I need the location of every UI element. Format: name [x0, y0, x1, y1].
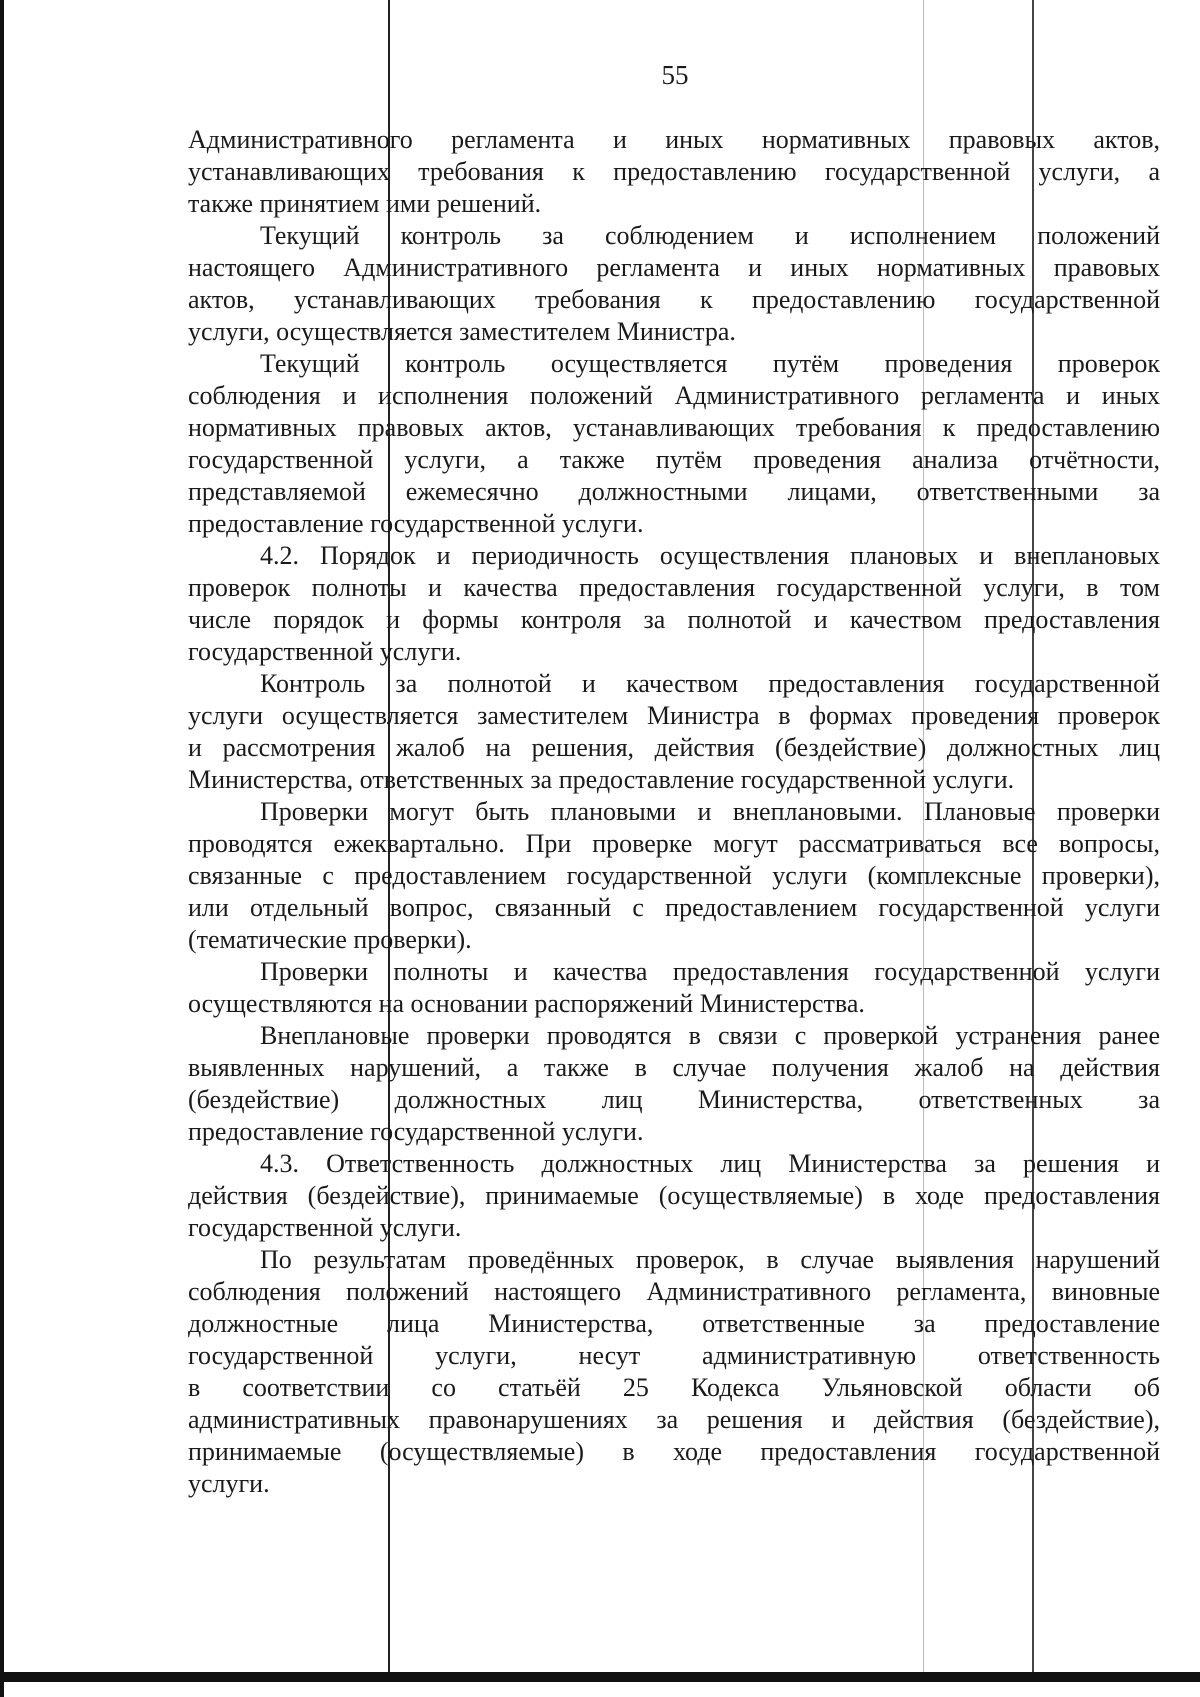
text-line: государственной услуги. — [188, 637, 462, 666]
text-line: Внеплановые проверки проводятся в связи с проверкой устранения ранее — [260, 1021, 1160, 1050]
text-line: Проверки полноты и качества предоставления государственной услуги — [260, 957, 1160, 986]
text-line: услуги, осуществляется заместителем Министра. — [188, 317, 736, 346]
text-line: устанавливающих требования к предоставлению государственной услуги, а — [188, 157, 1160, 186]
text-line: государственной услуги, несут административную ответственность — [188, 1341, 1160, 1370]
text-line: государственной услуги. — [188, 1213, 462, 1242]
scan-bottom-edge — [0, 1672, 1200, 1682]
text-line: (бездействие) должностных лиц Министерства, ответственных за — [188, 1085, 1160, 1114]
text-line: 4.2. Порядок и периодичность осуществления плановых и внеплановых — [260, 541, 1160, 570]
text-line: услуги осуществляется заместителем Министра в формах проведения проверок — [188, 701, 1160, 730]
text-line: актов, устанавливающих требования к предоставлению государственной — [188, 285, 1160, 314]
text-line: также принятием ими решений. — [188, 189, 542, 218]
text-line: Текущий контроль осуществляется путём проведения проверок — [260, 349, 1160, 378]
text-line: действия (бездействие), принимаемые (осуществляемые) в ходе предоставления — [188, 1181, 1160, 1210]
text-line: 4.3. Ответственность должностных лиц Министерства за решения и — [260, 1149, 1160, 1178]
text-line: административных правонарушениях за решения и действия (бездействие), — [188, 1405, 1160, 1434]
text-line: государственной услуги, а также путём проведения анализа отчётности, — [188, 445, 1160, 474]
text-line: или отдельный вопрос, связанный с предоставлением государственной услуги — [188, 893, 1160, 922]
text-line: Текущий контроль за соблюдением и исполнением положений — [260, 221, 1160, 250]
text-line: проводятся ежеквартально. При проверке могут рассматриваться все вопросы, — [188, 829, 1160, 858]
document-body — [188, 124, 1160, 1500]
text-line: соблюдения и исполнения положений Административного регламента и иных — [188, 381, 1160, 410]
text-line: Административного регламента и иных нормативных правовых актов, — [188, 125, 1160, 154]
scan-left-edge — [0, 0, 4, 1697]
text-line: в соответствии со статьёй 25 Кодекса Ульяновской области об — [188, 1373, 1160, 1402]
text-line: выявленных нарушений, а также в случае получения жалоб на действия — [188, 1053, 1160, 1082]
text-line: должностные лица Министерства, ответственные за предоставление — [188, 1309, 1160, 1338]
text-line: Министерства, ответственных за предоставление государственной услуги. — [188, 765, 1015, 794]
text-line: По результатам проведённых проверок, в случае выявления нарушений — [260, 1245, 1160, 1274]
text-line: соблюдения положений настоящего Административного регламента, виновные — [188, 1277, 1160, 1306]
text-line: связанные с предоставлением государственной услуги (комплексные проверки), — [188, 861, 1160, 890]
text-line: предоставление государственной услуги. — [188, 1117, 644, 1146]
text-line: предоставление государственной услуги. — [188, 509, 644, 538]
text-line: Контроль за полнотой и качеством предоставления государственной — [260, 669, 1160, 698]
text-line: числе порядок и формы контроля за полнотой и качеством предоставления — [188, 605, 1160, 634]
text-line: и рассмотрения жалоб на решения, действия (бездействие) должностных лиц — [188, 733, 1160, 762]
text-line: представляемой ежемесячно должностными лицами, ответственными за — [188, 477, 1160, 506]
text-line: нормативных правовых актов, устанавливающих требования к предоставлению — [188, 413, 1160, 442]
text-line: (тематические проверки). — [188, 925, 472, 954]
text-line: услуги. — [188, 1469, 270, 1498]
text-line: Проверки могут быть плановыми и внеплановыми. Плановые проверки — [260, 797, 1160, 826]
text-line: осуществляются на основании распоряжений Министерства. — [188, 989, 865, 1018]
text-line: проверок полноты и качества предоставления государственной услуги, в том — [188, 573, 1160, 602]
page-number: 55 — [661, 60, 689, 90]
text-line: настоящего Административного регламента и иных нормативных правовых — [188, 253, 1160, 282]
text-line: принимаемые (осуществляемые) в ходе предоставления государственной — [188, 1437, 1160, 1466]
